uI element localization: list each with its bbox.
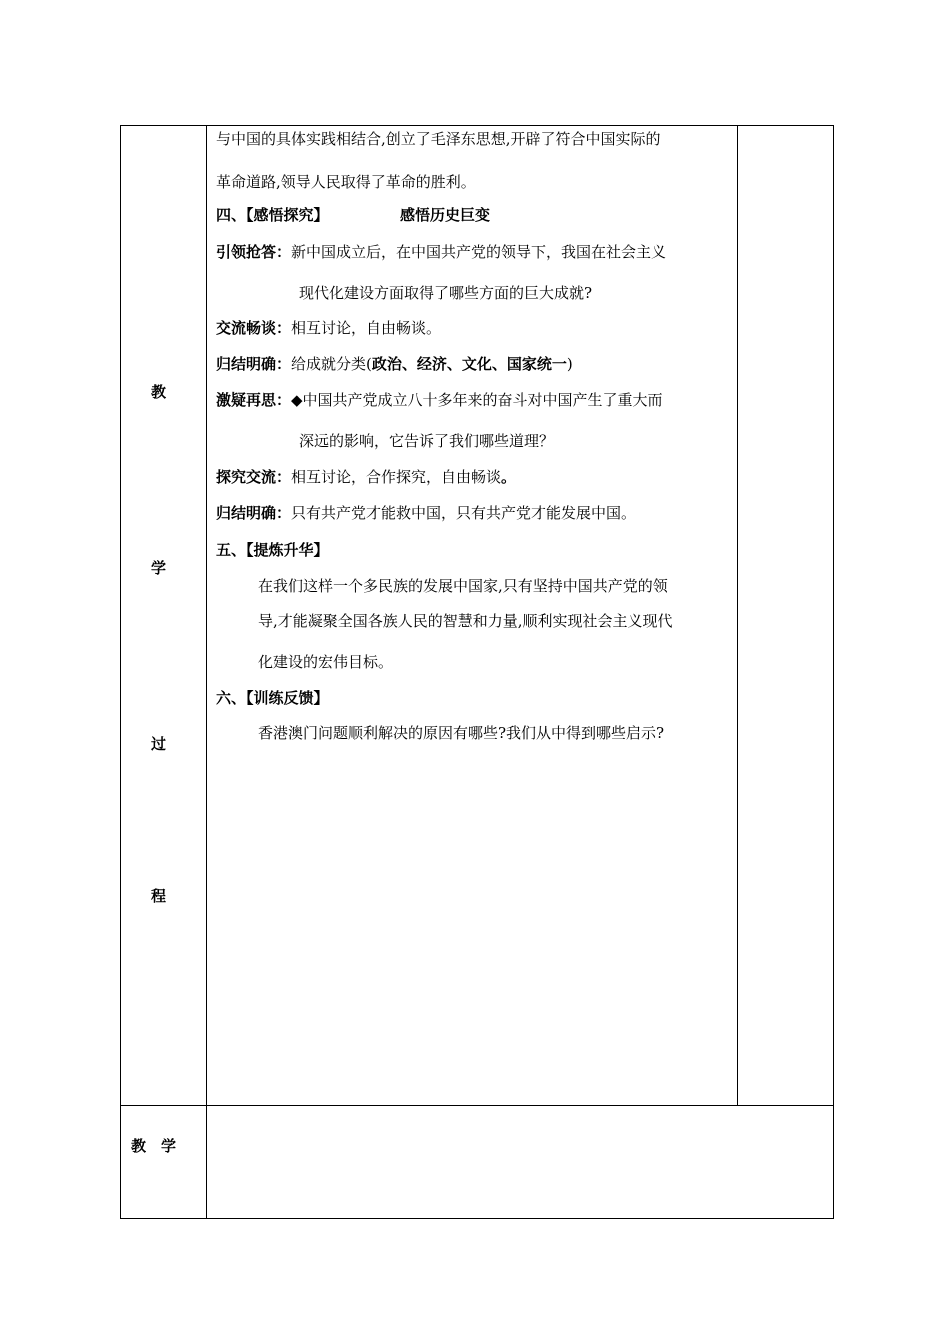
- section-4-subtitle: 感悟历史巨变: [400, 206, 491, 224]
- prompt-line: [216, 242, 666, 262]
- section-5-heading: 五、【提炼升华】: [216, 541, 329, 559]
- prompt-line: [216, 467, 516, 487]
- table-row-divider: [120, 1105, 834, 1106]
- prompt-label: 激疑再思：: [216, 391, 292, 409]
- prompt-text: ): [566, 355, 573, 373]
- intro-line: 与中国的具体实践相结合,创立了毛泽东思想,开辟了符合中国实际的: [216, 130, 661, 148]
- prompt-continuation: 深远的影响，它告诉了我们哪些道理？: [299, 432, 555, 450]
- prompt-text: 新中国成立后，在中国共产党的领导下，我国在社会主义: [291, 243, 667, 261]
- prompt-text: 只有共产党才能救中国，只有共产党才能发展中国。: [291, 504, 637, 522]
- prompt-line: [216, 354, 573, 374]
- prompt-continuation: 现代化建设方面取得了哪些方面的巨大成就?: [299, 284, 593, 302]
- side-label-char: 过: [151, 735, 167, 753]
- section-6-question: 香港澳门问题顺利解决的原因有哪些?我们从中得到哪些启示?: [258, 724, 665, 742]
- prompt-line: [216, 390, 663, 410]
- prompt-text: ◆中国共产党成立八十多年来的奋斗对中国产生了重大而: [291, 391, 663, 409]
- prompt-label: 归结明确：: [216, 355, 292, 373]
- prompt-text: 相互讨论，自由畅谈。: [291, 319, 442, 337]
- prompt-label: 交流畅谈：: [216, 319, 292, 337]
- prompt-text: 相互讨论，合作探究，自由畅谈: [291, 468, 502, 486]
- bottom-label-char: 教: [131, 1137, 147, 1155]
- section-5-line: 导,才能凝聚全国各族人民的智慧和力量,顺利实现社会主义现代: [258, 612, 673, 630]
- table-bottom-border: [120, 1218, 834, 1219]
- prompt-text: 给成就分类(: [291, 355, 372, 373]
- side-label-char: 教: [151, 383, 167, 401]
- table-notes-divider: [737, 125, 738, 1106]
- table-top-border: [120, 125, 834, 126]
- section-5-line: 在我们这样一个多民族的发展中国家,只有坚持中国共产党的领: [258, 577, 668, 595]
- prompt-text: 。: [501, 468, 517, 486]
- table-column-divider: [206, 125, 207, 1219]
- intro-line: 革命道路,领导人民取得了革命的胜利。: [216, 173, 476, 191]
- bottom-label-char: 学: [161, 1137, 177, 1155]
- prompt-label: 引领抢答：: [216, 243, 292, 261]
- table-left-border: [120, 125, 121, 1219]
- prompt-label: 归结明确：: [216, 504, 292, 522]
- table-right-border: [833, 125, 834, 1219]
- prompt-bold-text: 政治、经济、文化、国家统一: [371, 355, 567, 373]
- prompt-label: 探究交流：: [216, 468, 292, 486]
- section-6-heading: 六、【训练反馈】: [216, 689, 329, 707]
- prompt-line: [216, 318, 441, 338]
- section-4-heading: 四、【感悟探究】: [216, 206, 329, 224]
- side-label-char: 学: [151, 559, 167, 577]
- section-5-line: 化建设的宏伟目标。: [258, 653, 394, 671]
- side-label-char: 程: [151, 887, 167, 905]
- prompt-line: [216, 503, 636, 523]
